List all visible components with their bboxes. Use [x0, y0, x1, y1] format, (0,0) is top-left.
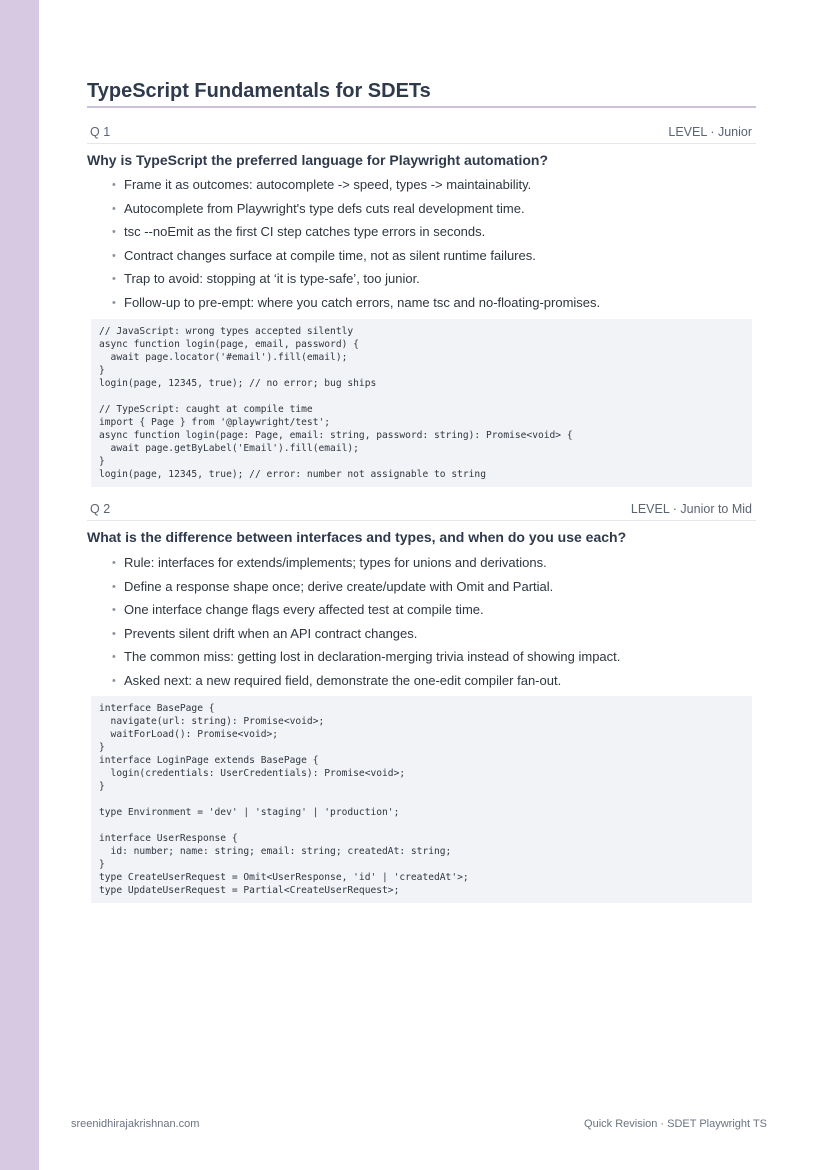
- side-accent-band: [0, 0, 39, 1170]
- question-2-bullets: [110, 554, 756, 695]
- question-2-text: What is the difference between interfaces and types, and when do you use each?: [87, 529, 627, 545]
- question-level: LEVEL · Junior: [668, 125, 752, 139]
- bullet-item: • Define a response shape once; derive create/update with Omit and Partial.: [110, 578, 756, 602]
- bullet-item: • Prevents silent drift when an API contract changes.: [110, 625, 756, 649]
- question-header-1: [87, 121, 756, 144]
- bullet-item: • Frame it as outcomes: autocomplete -> speed, types -> maintainability.: [110, 176, 756, 200]
- footer-website: sreenidhirajakrishnan.com: [71, 1118, 200, 1130]
- question-number: Q 2: [90, 502, 111, 516]
- bullet-item: • Rule: interfaces for extends/implements; types for unions and derivations.: [110, 554, 756, 578]
- question-number: Q 1: [90, 125, 111, 139]
- code-block-2: interface BasePage { navigate(url: string): Promise<void>; waitForLoad(): Promise<void>; } interface LoginPage extends BasePage { login(credentials: UserCredentials): Promise<void>; } type Environment = 'dev' | 'staging' | 'production'; interface UserResponse { id: number; name: string; email: string; createdAt: string; } type CreateUserRequest = Omit<UserResponse, 'id' | 'createdAt'>; type UpdateUserRequest = Partial<CreateUserRequest>;: [91, 696, 752, 903]
- question-1-text: Why is TypeScript the preferred language for Playwright automation?: [87, 152, 549, 168]
- question-header-2: [87, 498, 756, 521]
- footer-caption: Quick Revision · SDET Playwright TS: [584, 1118, 767, 1130]
- bullet-item: • Contract changes surface at compile time, not as silent runtime failures.: [110, 247, 756, 271]
- question-1-bullets: [110, 176, 756, 317]
- bullet-item: • tsc --noEmit as the first CI step catches type errors in seconds.: [110, 223, 756, 247]
- bullet-item: • Autocomplete from Playwright's type defs cuts real development time.: [110, 200, 756, 224]
- bullet-item: • The common miss: getting lost in declaration-merging trivia instead of showing impact.: [110, 648, 756, 672]
- page-title: TypeScript Fundamentals for SDETs: [87, 79, 756, 108]
- bullet-item: • Trap to avoid: stopping at ‘it is type-safe’, too junior.: [110, 270, 756, 294]
- question-level: LEVEL · Junior to Mid: [630, 502, 752, 516]
- bullet-item: • Asked next: a new required field, demonstrate the one-edit compiler fan-out.: [110, 672, 756, 696]
- code-block-1: // JavaScript: wrong types accepted silently async function login(page, email, password) { await page.locator('#email').fill(email); } login(page, 12345, true); // no error; bug ships // TypeScript: caught at compile time import { Page } from '@playwright/test'; async function login(page: Page, email: string, password: string): Promise<void> { await page.getByLabel('Email').fill(email); } login(page, 12345, true); // error: number not assignable to string: [91, 319, 752, 487]
- bullet-item: • One interface change flags every affected test at compile time.: [110, 601, 756, 625]
- bullet-item: • Follow-up to pre-empt: where you catch errors, name tsc and no-floating-promises.: [110, 294, 756, 318]
